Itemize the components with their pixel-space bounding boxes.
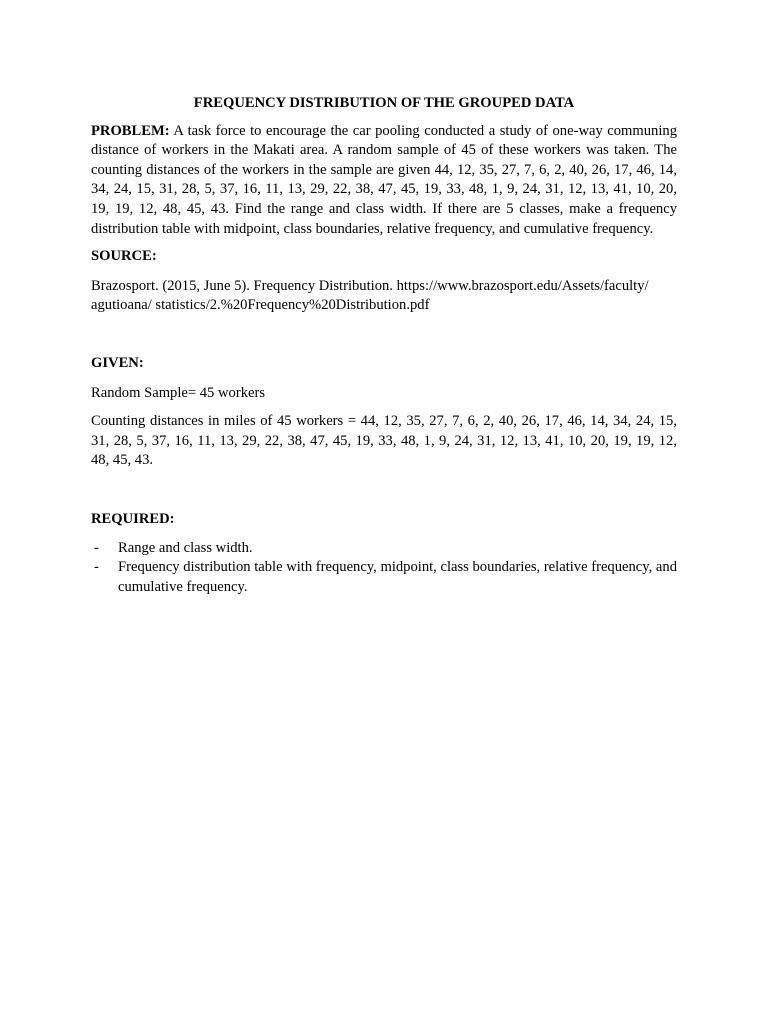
source-heading: SOURCE: bbox=[91, 248, 157, 265]
source-citation-line2: agutioana/ statistics/2.%20Frequency%20Distribution.pdf bbox=[91, 297, 430, 314]
required-heading: REQUIRED: bbox=[91, 510, 175, 527]
required-item-text: Frequency distribution table with frequency, midpoint, class boundaries, relative frequency, and cumulative frequency. bbox=[118, 559, 677, 595]
given-heading: GIVEN: bbox=[91, 354, 144, 371]
list-item bbox=[91, 539, 677, 559]
required-list bbox=[91, 539, 677, 598]
bullet-dash: - bbox=[94, 539, 99, 556]
given-distances: Counting distances in miles of 45 workers = 44, 12, 35, 27, 7, 6, 2, 40, 26, 17, 46, 14, 34, 24, 15, 31, 28, 5, 37, 16, 11, 13, 29, 22, 38, 47, 45, 19, 33, 48, 1, 9, 24, 31, 12, 13, 41, 10, 20, 19, 19, 12, 48, 45, 43. bbox=[91, 413, 677, 469]
source-citation-line1: Brazosport. (2015, June 5). Frequency Distribution. https://www.brazosport.edu/Assets/faculty/ bbox=[91, 277, 649, 294]
bullet-dash: - bbox=[94, 559, 99, 576]
problem-paragraph bbox=[91, 122, 677, 240]
required-item-text: Range and class width. bbox=[118, 539, 253, 556]
problem-label: PROBLEM: bbox=[91, 122, 170, 139]
problem-text: A task force to encourage the car pooling conducted a study of one-way communing distance of workers in the Makati area. A random sample of 45 of these workers was taken. The counting distances of the workers in the sample are given 44, 12, 35, 27, 7, 6, 2, 40, 26, 17, 46, 14, 34, 24, 15, 31, 28, 5, 37, 16, 11, 13, 29, 22, 38, 47, 45, 19, 33, 48, 1, 9, 24, 31, 12, 13, 41, 10, 20, 19, 19, 12, 48, 45, 43. Find the range and class width. If there are 5 classes, make a frequency distribution table with midpoint, class boundaries, relative frequency, and cumulative frequency. bbox=[91, 122, 677, 237]
given-sample: Random Sample= 45 workers bbox=[91, 384, 266, 401]
list-item bbox=[91, 558, 677, 597]
source-citation bbox=[91, 277, 677, 316]
document-title: FREQUENCY DISTRIBUTION OF THE GROUPED DATA bbox=[193, 95, 575, 111]
